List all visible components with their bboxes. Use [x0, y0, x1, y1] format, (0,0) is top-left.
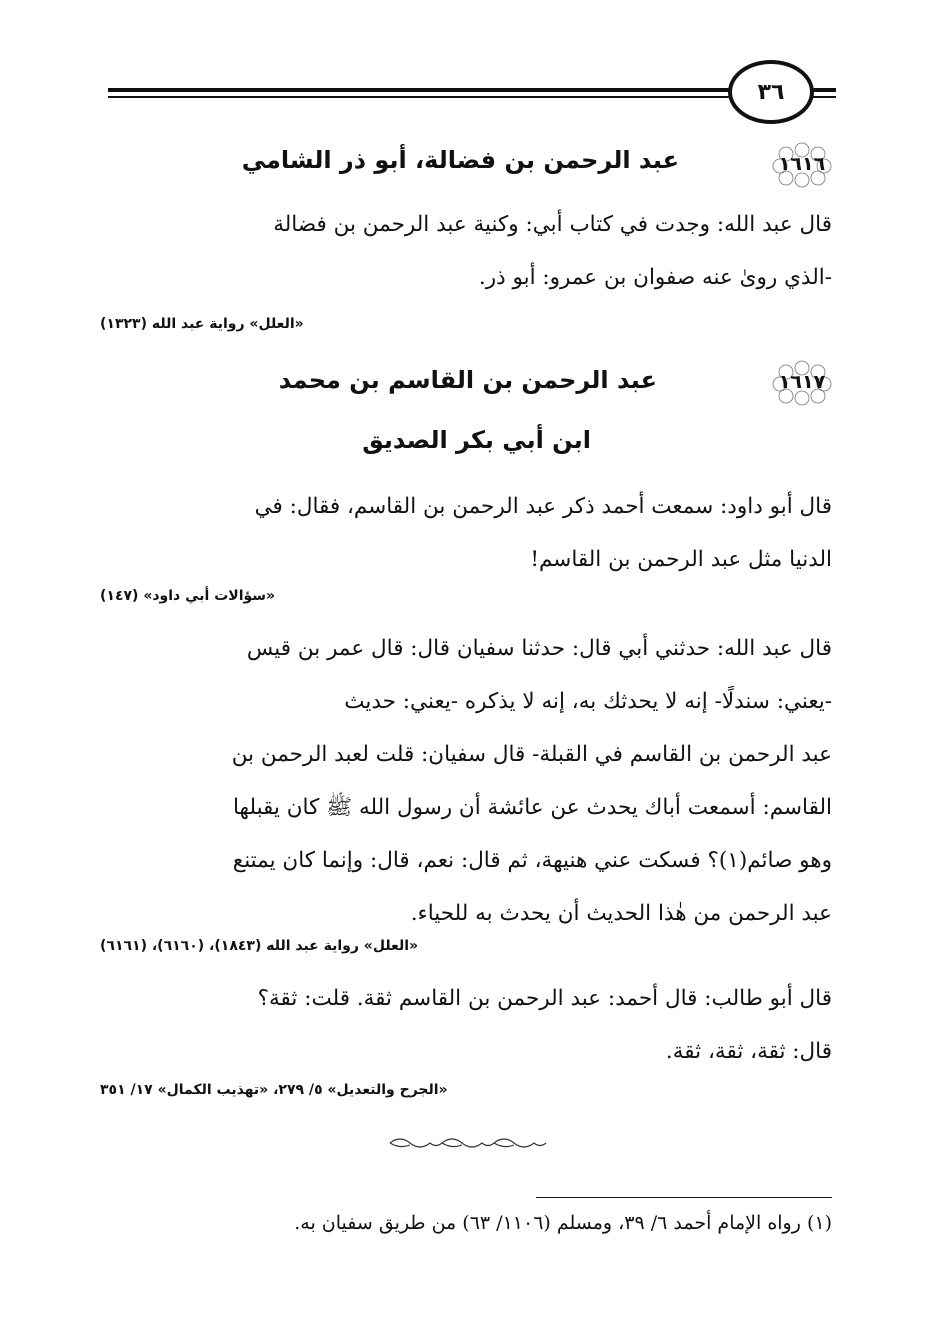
entry-heading: عبد الرحمن بن فضالة، أبو ذر الشامي	[241, 146, 679, 174]
header-rule-right-top	[812, 88, 836, 92]
section-divider-ornament-icon	[380, 1133, 560, 1153]
header-rule-bottom	[108, 96, 730, 98]
paragraph-line: قال أبو طالب: قال أحمد: عبد الرحمن بن القاسم ثقة. قلت: ثقة؟	[257, 986, 832, 1011]
source-reference: «الجرح والتعديل» ٥/ ٢٧٩، «تهذيب الكمال» ١٧/ ٣٥١	[100, 1082, 448, 1098]
entry-heading-line2: ابن أبي بكر الصديق	[362, 426, 591, 454]
paragraph-line: وهو صائم(١)؟ فسكت عني هنيهة، ثم قال: نعم، قال: وإنما كان يمتنع	[232, 848, 832, 873]
paragraph-line: القاسم: أسمعت أباك يحدث عن عائشة أن رسول الله ﷺ كان يقبلها	[232, 795, 832, 820]
entry-number-badge	[766, 138, 838, 190]
header-rule-top	[108, 88, 730, 92]
paragraph-line: قال عبد الله: وجدت في كتاب أبي: وكنية عبد الرحمن بن فضالة	[273, 212, 832, 237]
footnote: (١) رواه الإمام أحمد ٦/ ٣٩، ومسلم (١١٠٦/ ٦٣) من طريق سفيان به.	[294, 1212, 832, 1234]
entry-heading-line1: عبد الرحمن بن القاسم بن محمد	[278, 366, 657, 394]
paragraph-line: قال عبد الله: حدثني أبي قال: حدثنا سفيان قال: قال عمر بن قيس	[246, 636, 832, 661]
entry-paragraph	[108, 198, 832, 304]
entry-paragraph	[108, 972, 832, 1078]
entry-paragraph	[108, 480, 832, 586]
paragraph-line: الدنيا مثل عبد الرحمن بن القاسم!	[530, 547, 832, 572]
paragraph-line: قال أبو داود: سمعت أحمد ذكر عبد الرحمن بن القاسم، فقال: في	[254, 494, 832, 519]
source-reference: «العلل» رواية عبد الله (١٨٤٣)، (٦١٦٠)، (٦١٦١)	[100, 938, 419, 954]
entry-number: ١٦١٦	[778, 153, 826, 175]
footnote-separator	[536, 1197, 832, 1198]
paragraph-line: -الذي روىٰ عنه صفوان بن عمرو: أبو ذر.	[478, 265, 832, 290]
entry-number: ١٦١٧	[778, 371, 826, 393]
paragraph-line: -يعني: سندلًا- إنه لا يحدثك به، إنه لا يذكره -يعني: حديث	[344, 689, 832, 714]
paragraph-line: عبد الرحمن من هٰذا الحديث أن يحدث به للحياء.	[410, 901, 832, 926]
header-rule-right-bottom	[812, 96, 836, 98]
paragraph-line: عبد الرحمن بن القاسم في القبلة- قال سفيان: قلت لعبد الرحمن بن	[231, 742, 832, 767]
entry-number-badge	[766, 356, 838, 408]
source-reference: «العلل» رواية عبد الله (١٣٢٣)	[100, 316, 304, 332]
page-number-circle	[728, 60, 814, 124]
entry-paragraph	[108, 622, 832, 940]
page-number: ٣٦	[757, 79, 785, 105]
paragraph-line: قال: ثقة، ثقة، ثقة.	[665, 1039, 832, 1064]
source-reference: «سؤالات أبي داود» (١٤٧)	[100, 588, 276, 604]
